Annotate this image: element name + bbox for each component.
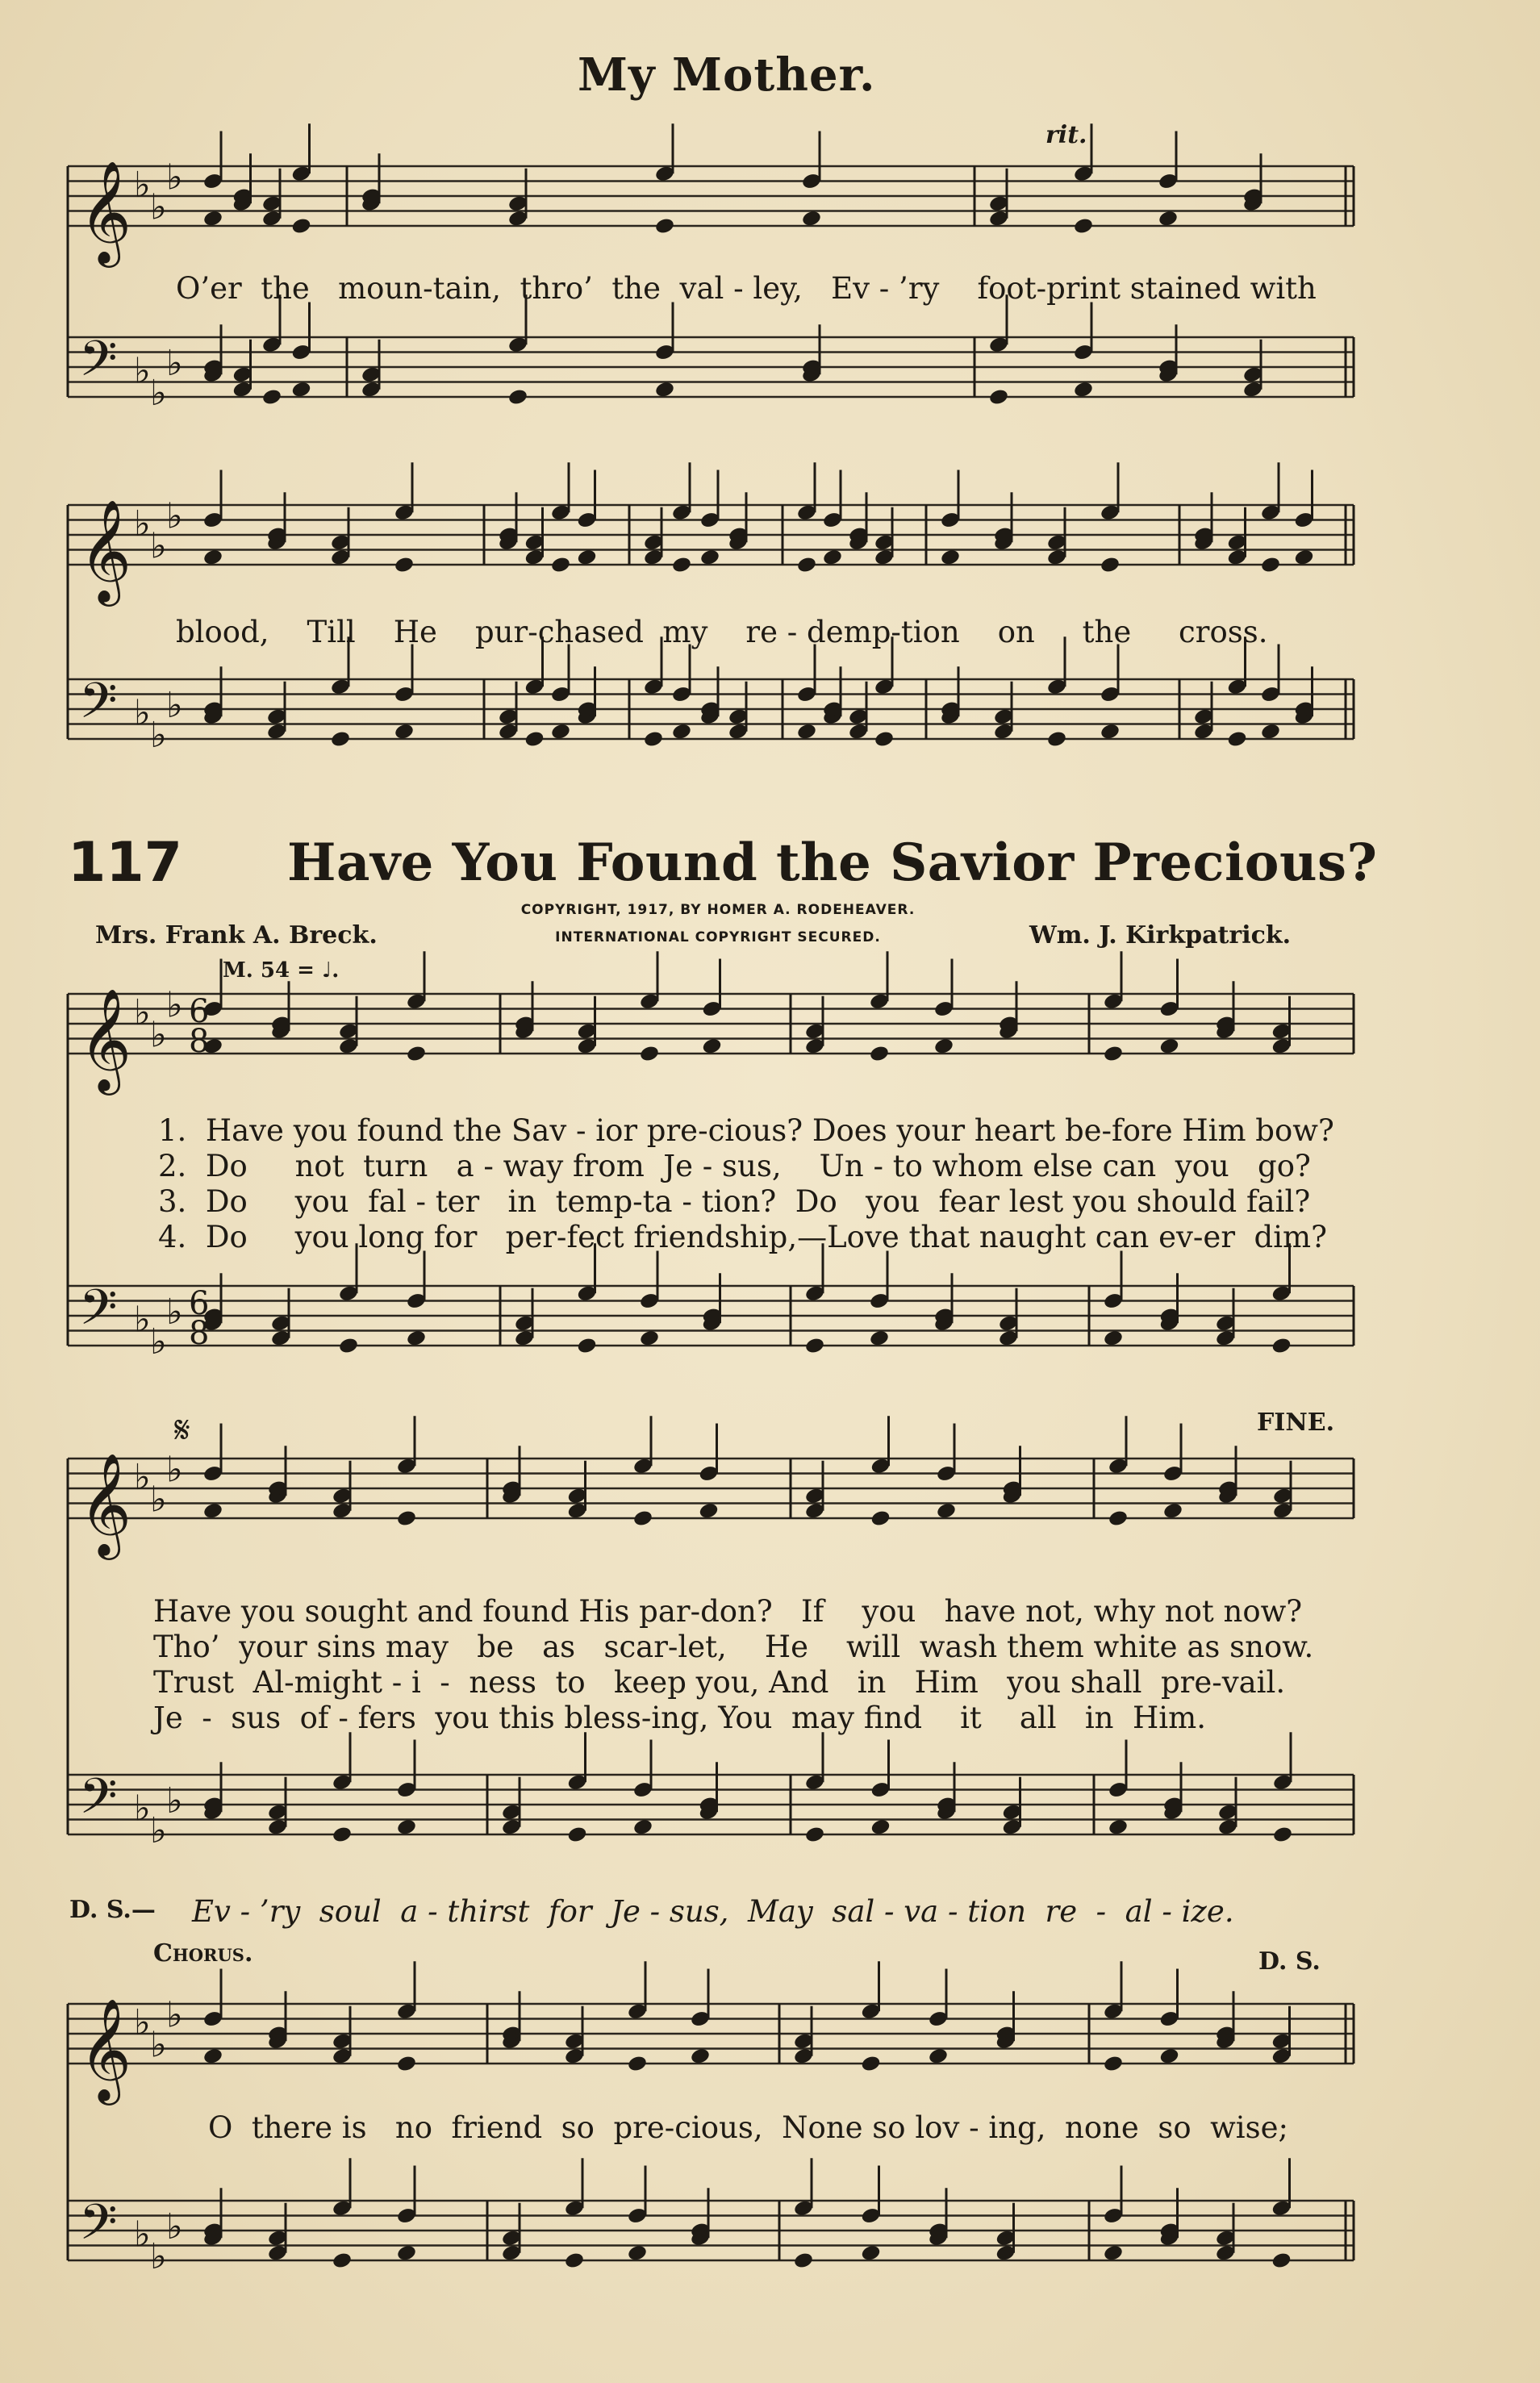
note-head — [988, 388, 1009, 407]
time-signature: 8 — [189, 1315, 210, 1352]
verse-line: 1. Have you found the Sav - ior pre-cious? Does your heart be-fore Him bow? — [158, 1113, 1334, 1148]
flat-icon: ♭ — [134, 2001, 151, 2043]
dal-segno-label: D. S.— — [69, 1896, 156, 1924]
note-head — [654, 217, 675, 236]
note-head — [860, 2055, 881, 2073]
flat-icon: ♭ — [134, 692, 151, 734]
bass-clef-icon: 𝄢 — [79, 672, 118, 742]
note-head — [1073, 217, 1094, 236]
note-head — [1108, 1509, 1129, 1528]
flat-icon: ♭ — [150, 525, 167, 567]
note-head — [550, 722, 571, 741]
note-head — [870, 1509, 891, 1528]
flat-icon: ♭ — [166, 1292, 183, 1333]
note-head — [202, 548, 223, 566]
note-head — [202, 209, 223, 227]
time-signature: 6 — [189, 993, 210, 1030]
note-head — [1162, 1501, 1183, 1520]
hymn-title: Have You Found the Savior Precious? — [287, 833, 1378, 893]
note-head — [701, 1037, 722, 1055]
flat-icon: ♭ — [166, 2206, 183, 2247]
note-head — [1272, 1826, 1293, 1844]
flat-icon: ♭ — [134, 2214, 151, 2256]
note-head — [632, 1509, 653, 1528]
note-head — [332, 1826, 353, 1844]
note-head — [796, 556, 817, 574]
flat-icon: ♭ — [134, 1788, 151, 1830]
copyright-line: INTERNATIONAL COPYRIGHT SECURED. — [555, 929, 881, 945]
time-signature: 8 — [189, 1023, 210, 1060]
note-head — [1103, 1329, 1124, 1347]
verse-line: 4. Do you long for per-fect friendship,—Love that naught can ev-er dim? — [158, 1220, 1327, 1254]
chorus-lyric: O there is no friend so pre-cious, None so lov - ing, none so wise; — [208, 2110, 1288, 2145]
note-head — [566, 1826, 587, 1844]
note-head — [870, 1818, 891, 1836]
dal-segno-lyric: Ev - ’ry soul a - thirst for Je - sus, May sal - va - tion re - al - ize. — [192, 1894, 1234, 1929]
note-head — [1100, 722, 1121, 741]
note-head — [576, 1337, 597, 1355]
note-head — [796, 722, 817, 741]
verse-line: Je - sus of - fers you this bless-ing, You may find it all in Him. — [153, 1701, 1206, 1735]
verse-line: Tho’ your sins may be as scar-let, He will wash them white as snow. — [153, 1630, 1314, 1664]
note-head — [550, 556, 571, 574]
bass-clef-icon: 𝄢 — [79, 1279, 118, 1349]
note-head — [1103, 2055, 1124, 2073]
fine-mark: FINE. — [1257, 1409, 1335, 1437]
treble-clef-icon: 𝄞 — [79, 987, 132, 1091]
note-head — [671, 556, 692, 574]
note-head — [804, 1337, 825, 1355]
note-head — [801, 209, 822, 227]
flat-icon: ♭ — [134, 1456, 151, 1498]
note-head — [394, 556, 415, 574]
note-head — [261, 388, 282, 407]
note-head — [524, 730, 545, 749]
flat-icon: ♭ — [134, 503, 151, 545]
note-head — [1260, 722, 1281, 741]
note-head — [576, 548, 597, 566]
flat-icon: ♭ — [150, 715, 167, 756]
note-head — [671, 722, 692, 741]
flat-icon: ♭ — [134, 350, 151, 392]
note-head — [330, 730, 351, 749]
verse-line: 2. Do not turn a - way from Je - sus, Un - to whom else can you go? — [158, 1149, 1311, 1183]
dal-segno-mark: D. S. — [1258, 1947, 1321, 1976]
flat-icon: ♭ — [166, 157, 183, 198]
flat-icon: ♭ — [150, 1014, 167, 1056]
note-head — [869, 1329, 890, 1347]
note-head — [1073, 380, 1094, 399]
note-head — [1103, 1045, 1124, 1063]
hymn-composer: Wm. J. Kirkpatrick. — [1029, 921, 1292, 949]
flat-icon: ♭ — [166, 343, 183, 384]
note-head — [874, 730, 895, 749]
ritardando-mark: rit. — [1045, 121, 1087, 149]
flat-icon: ♭ — [166, 1449, 183, 1491]
bass-clef-icon: 𝄢 — [79, 330, 118, 400]
flat-icon: ♭ — [150, 1810, 167, 1851]
prev-hymn-lyric-line: blood, Till He pur-chased my re - demp-tion on the cross. — [176, 615, 1268, 649]
flat-icon: ♭ — [166, 1994, 183, 2036]
note-head — [804, 1826, 825, 1844]
note-head — [933, 1037, 954, 1055]
note-head — [654, 380, 675, 399]
bass-clef-icon: 𝄢 — [79, 1767, 118, 1838]
note-head — [406, 1329, 427, 1347]
flat-icon: ♭ — [150, 373, 167, 414]
note-head — [1271, 2252, 1292, 2270]
note-head — [1100, 556, 1121, 574]
note-head — [396, 1818, 417, 1836]
copyright-line: COPYRIGHT, 1917, BY HOMER A. RODEHEAVER. — [520, 902, 916, 918]
verse-line: 3. Do you fal - ter in temp-ta - tion? Do you fear lest you should fail? — [158, 1184, 1311, 1219]
note-head — [928, 2047, 949, 2065]
flat-icon: ♭ — [134, 991, 151, 1033]
time-signature: 6 — [189, 1285, 210, 1322]
note-head — [690, 2047, 711, 2065]
note-head — [627, 2243, 648, 2262]
flat-icon: ♭ — [166, 984, 183, 1026]
note-head — [627, 2055, 648, 2073]
note-head — [1046, 730, 1067, 749]
treble-clef-icon: 𝄞 — [79, 1997, 132, 2101]
note-head — [936, 1501, 957, 1520]
note-head — [332, 2252, 353, 2270]
note-head — [639, 1045, 660, 1063]
flat-icon: ♭ — [150, 1321, 167, 1363]
note-head — [860, 2243, 881, 2262]
note-head — [202, 2047, 223, 2065]
note-head — [793, 2252, 814, 2270]
treble-clef-icon: 𝄞 — [79, 160, 132, 263]
note-head — [396, 2055, 417, 2073]
treble-clef-icon: 𝄞 — [79, 1452, 132, 1555]
note-head — [1108, 1818, 1129, 1836]
chorus-label: Chorus. — [153, 1939, 253, 1968]
note-head — [202, 1501, 223, 1520]
note-head — [507, 388, 528, 407]
note-head — [338, 1337, 359, 1355]
note-head — [406, 1045, 427, 1063]
flat-icon: ♭ — [134, 1299, 151, 1341]
flat-icon: ♭ — [150, 2024, 167, 2066]
note-head — [940, 548, 961, 566]
flat-icon: ♭ — [150, 186, 167, 228]
segno-icon: 𝄋 — [174, 1408, 190, 1451]
flat-icon: ♭ — [166, 495, 183, 537]
note-head — [1158, 209, 1179, 227]
verse-line: Have you sought and found His par-don? If you have not, why not now? — [153, 1594, 1303, 1629]
note-head — [639, 1329, 660, 1347]
bass-clef-icon: 𝄢 — [79, 2193, 118, 2264]
verse-line: Trust Al-might - i - ness to keep you, And in Him you shall pre-vail. — [153, 1665, 1286, 1700]
note-head — [698, 1501, 719, 1520]
note-head — [869, 1045, 890, 1063]
note-head — [1226, 730, 1247, 749]
note-head — [394, 722, 415, 741]
note-head — [290, 217, 311, 236]
note-head — [632, 1818, 653, 1836]
note-head — [1158, 1037, 1179, 1055]
flat-icon: ♭ — [134, 164, 151, 206]
flat-icon: ♭ — [166, 685, 183, 726]
prev-hymn-lyric-line: O’er the moun-tain, thro’ the val - ley, Ev - ’ry foot-print stained with — [176, 271, 1317, 306]
note-head — [396, 1509, 417, 1528]
note-head — [1103, 2243, 1124, 2262]
note-head — [1158, 2047, 1179, 2065]
note-head — [822, 548, 843, 566]
hymn-author: Mrs. Frank A. Breck. — [95, 921, 378, 949]
note-head — [1260, 556, 1281, 574]
note-head — [396, 2243, 417, 2262]
prev-hymn-title: My Mother. — [578, 48, 876, 102]
flat-icon: ♭ — [150, 1479, 167, 1521]
note-head — [1271, 1337, 1292, 1355]
flat-icon: ♭ — [150, 2236, 167, 2277]
treble-clef-icon: 𝄞 — [79, 499, 132, 602]
flat-icon: ♭ — [166, 1780, 183, 1822]
note-head — [290, 380, 311, 399]
hymn-number: 117 — [68, 831, 182, 895]
metronome-mark: M. 54 = ♩. — [223, 958, 340, 983]
note-head — [699, 548, 720, 566]
note-head — [564, 2252, 585, 2270]
note-head — [1293, 548, 1314, 566]
note-head — [643, 730, 664, 749]
